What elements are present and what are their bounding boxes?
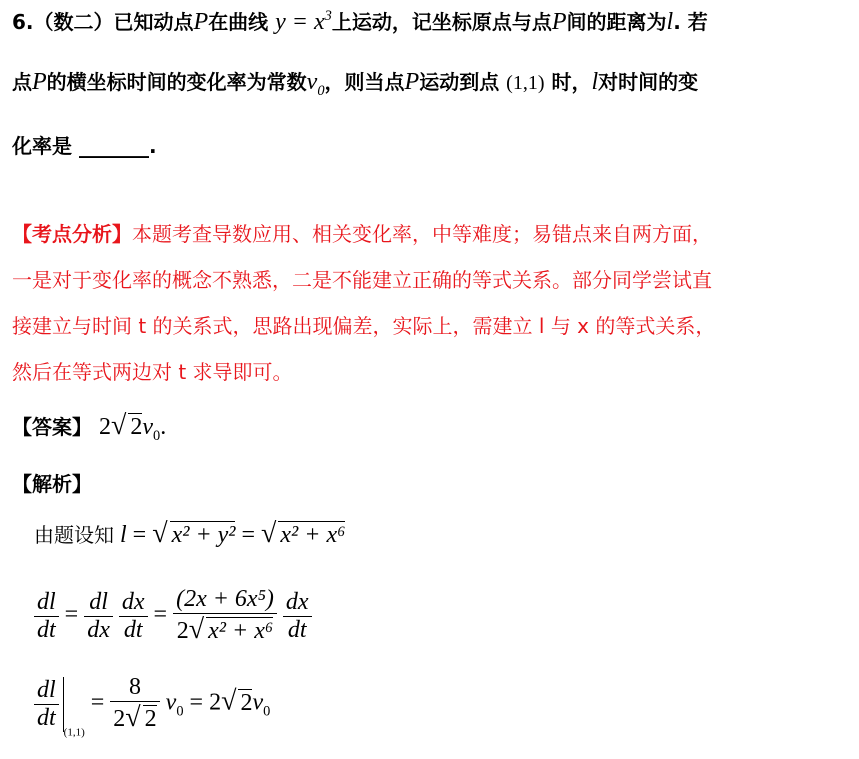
equation-1: 由题设知 l = √ x² + y² = √ x² + x⁶ [34,518,346,549]
analysis-line-2: 一是对于变化率的概念不熟悉，二是不能建立正确的等式关系。部分同学尝试直 [12,268,712,292]
analysis-line-1: 【考点分析】本题考查导数应用、相关变化率，中等难度；易错点来自两方面， [12,222,712,246]
solution-label: 【解析】 [12,472,92,496]
equation-3: $\frac{dl}{dt}$ $_{(1,1)}$ = $\frac{8}{2√ 2}$ $v_0 = 2√$ $2v_0$ [34,674,270,739]
analysis-line-4: 然后在等式两边对 t 求导即可。 [12,360,293,384]
analysis-line-3: 接建立与时间 t 的关系式，思路出现偏差，实际上，需建立 l 与 x 的等式关系， [12,314,716,338]
answer-label: 【答案】 [12,415,92,439]
question-line-1: 6.（数二）已知动点P在曲线 $y = x^3$上运动，记坐标原点与点P间的距离为l. 若 [12,8,708,35]
answer-value: 2√ $2v_0$. [98,410,167,444]
answer-line [12,410,166,445]
question-line-3: 化率是 _______. [12,134,157,158]
analysis-heading: 【考点分析】 [12,222,132,246]
v0-symbol: $v_0$ [306,69,325,99]
equation-2: $\frac{dl}{dt}$ = $\frac{dl}{dx}$ $\frac{dx}{dt}$ = $\frac{\text{(2x + 6x⁵)}}{\text{2√ x² + x⁶}}$ $\frac{dx}{dt}$ [34,586,312,646]
curve-equation: $y = x^3$ [275,8,332,35]
question-line-2: 点P的横坐标时间的变化率为常数$v_0$，则当点P运动到点 (1,1) 时，l对时间的变 [12,69,699,99]
